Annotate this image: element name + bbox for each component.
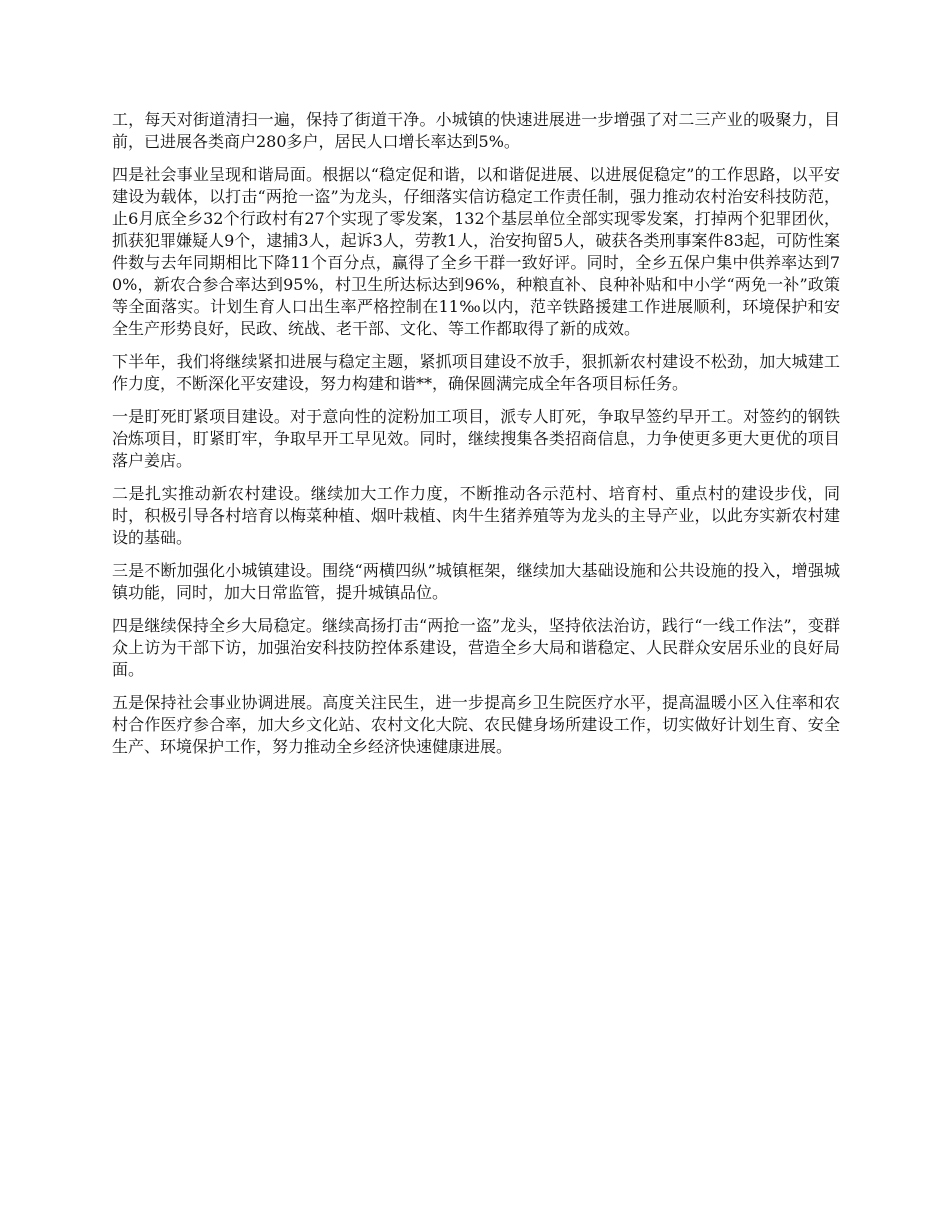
paragraph-social-harmony: 四是社会事业呈现和谐局面。根据以“稳定促和谐，以和谐促进展、以进展促稳定”的工作思路，以平安建设为载体，以打击“两抢一盗”为龙头，仔细落实信访稳定工作责任制，强力推动农村治安科技防范，止6月底全乡32个行政村有27个实现了零发案，132个基层单位全部实现零发案，打掉两个犯罪团伙，抓获犯罪嫌疑人9个，逮捕3人，起诉3人，劳教1人，治安拘留5人，破获各类刑事案件83起，可防性案件数与去年同期相比下降11个百分点，赢得了全乡干群一致好评。同时，全乡五保户集中供养率达到70%，新农合参合率达到95%，村卫生所达标达到96%，种粮直补、良种补贴和中小学“两免一补”政策等全面落实。计划生育人口出生率严格控制在11‰以内，范辛铁路援建工作进展顺利，环境保护和安全生产形势良好，民政、统战、老干部、文化、等工作都取得了新的成效。 bbox=[112, 165, 840, 338]
paragraph-small-town: 三是不断加强化小城镇建设。围绕“两横四纵”城镇框架，继续加大基础设施和公共设施的投入，增强城镇功能，同时，加大日常监管，提升城镇品位。 bbox=[112, 561, 840, 602]
paragraph-stability: 四是继续保持全乡大局稳定。继续高扬打击“两抢一盗”龙头，坚持依法治访，践行“一线工作法”，变群众上访为干部下访，加强治安科技防控体系建设，营造全乡大局和谐稳定、人民群众安居乐业的良好局面。 bbox=[112, 616, 840, 679]
document-body bbox=[112, 109, 840, 769]
paragraph-new-countryside: 二是扎实推动新农村建设。继续加大工作力度，不断推动各示范村、培育村、重点村的建设步伐，同时，积极引导各村培育以梅菜种植、烟叶栽植、肉牛生猪养殖等为龙头的主导产业，以此夯实新农村建设的基础。 bbox=[112, 484, 840, 547]
paragraph-urban-progress: 工，每天对街道清扫一遍，保持了街道干净。小城镇的快速进展进一步增强了对二三产业的吸聚力，目前，已进展各类商户280多户，居民人口增长率达到5%。 bbox=[112, 110, 840, 151]
paragraph-project-construction: 一是盯死盯紧项目建设。对于意向性的淀粉加工项目，派专人盯死，争取早签约早开工。对签约的钢铁冶炼项目，盯紧盯牢，争取早开工早见效。同时，继续搜集各类招商信息，力争使更多更大更优的项目落户姜店。 bbox=[112, 407, 840, 470]
paragraph-second-half-plan: 下半年，我们将继续紧扣进展与稳定主题，紧抓项目建设不放手，狠抓新农村建设不松劲，加大城建工作力度，不断深化平安建设，努力构建和谐**，确保圆满完成全年各项目标任务。 bbox=[112, 352, 840, 393]
paragraph-social-development: 五是保持社会事业协调进展。高度关注民生，进一步提高乡卫生院医疗水平，提高温暖小区入住率和农村合作医疗参合率，加大乡文化站、农村文化大院、农民健身场所建设工作，切实做好计划生育、安全生产、环境保护工作，努力推动全乡经济快速健康进展。 bbox=[112, 693, 840, 756]
